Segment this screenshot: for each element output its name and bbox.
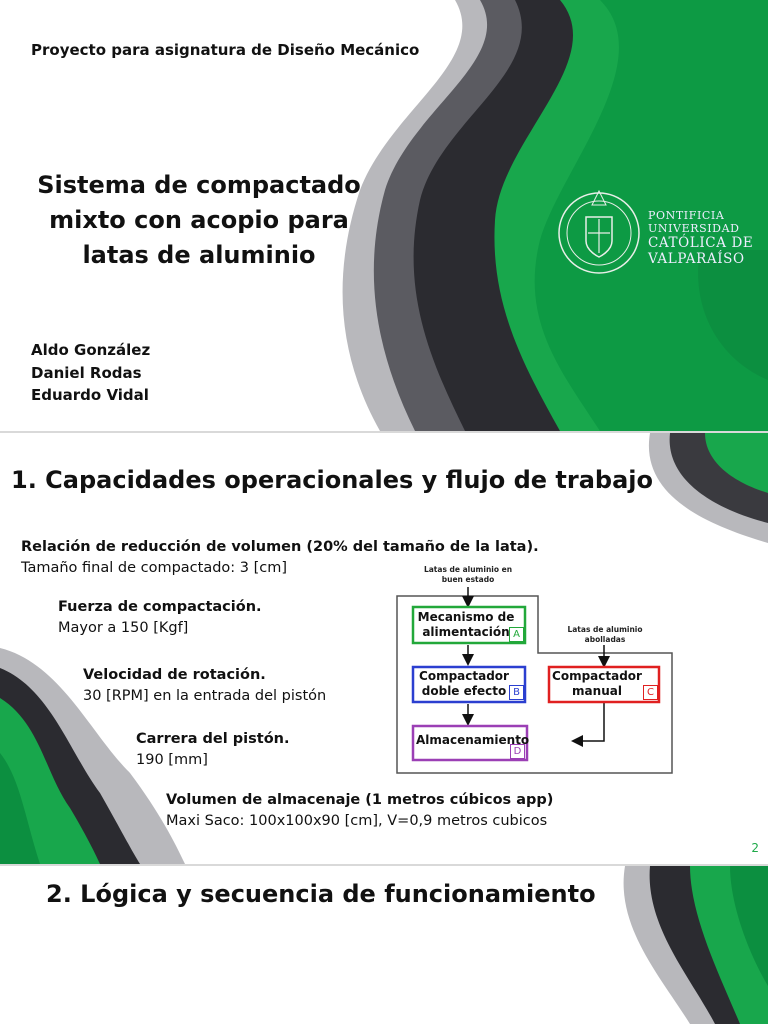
university-seal-icon (556, 185, 642, 275)
spec-value: Mayor a 150 [Kgf] (58, 620, 189, 636)
spec-label: Relación de reducción de volumen (20% del tamaño de la lata). (21, 539, 539, 555)
slide-heading: 1. Capacidades operacionales y flujo de trabajo (11, 466, 653, 494)
box-storage: Almacenamiento (416, 733, 530, 747)
author-name: Daniel Rodas (31, 363, 142, 382)
box-letter: A (509, 627, 524, 642)
spec-value: 30 [RPM] en la entrada del pistón (83, 688, 327, 704)
spec-label: Fuerza de compactación. (58, 599, 262, 615)
box-feeding-mechanism: Mecanismo de alimentación (417, 610, 515, 639)
box-letter: B (509, 685, 524, 700)
box-manual-compactor: Compactador manual (552, 669, 642, 698)
spec-label: Velocidad de rotación. (83, 667, 266, 683)
presentation-title (20, 168, 378, 273)
input-good-cans-label: Latas de aluminio en buen estado (423, 565, 513, 584)
logo-line: PONTIFICIA (648, 209, 725, 222)
logo-line: UNIVERSIDAD (648, 222, 740, 235)
spec-label: Carrera del pistón. (136, 731, 290, 747)
course-subject: Proyecto para asignatura de Diseño Mecánico (31, 41, 420, 59)
spec-value: Tamaño final de compactado: 3 [cm] (21, 560, 288, 576)
workflow-diagram (0, 433, 768, 864)
box-letter: C (643, 685, 658, 700)
capacities-slide (0, 433, 768, 864)
spec-label: Volumen de almacenaje (1 metros cúbicos app) (166, 792, 554, 808)
title-line: Sistema de compactado (37, 171, 361, 199)
diagram-lines (0, 433, 768, 864)
box-double-compactor: Compactador doble efecto (419, 669, 509, 698)
box-letter: D (510, 744, 525, 759)
input-dented-cans-label: Latas de aluminio abolladas (567, 625, 643, 644)
logo-line: VALPARAÍSO (648, 251, 745, 267)
logic-sequence-slide (0, 866, 768, 1024)
logo-line: CATÓLICA DE (648, 235, 754, 251)
authors-list (31, 339, 150, 407)
spec-value: 190 [mm] (136, 752, 208, 768)
page-number: 2 (751, 841, 759, 855)
spec-value: Maxi Saco: 100x100x90 [cm], V=0,9 metros cubicos (166, 813, 548, 829)
title-line: mixto con acopio para (49, 206, 349, 234)
title-line: latas de aluminio (82, 241, 316, 269)
author-name: Aldo González (31, 341, 151, 359)
university-logo (556, 185, 756, 275)
author-name: Eduardo Vidal (31, 386, 149, 404)
university-name (648, 209, 753, 267)
slide-heading: 2. Lógica y secuencia de funcionamiento (46, 880, 596, 908)
title-slide (0, 0, 768, 431)
